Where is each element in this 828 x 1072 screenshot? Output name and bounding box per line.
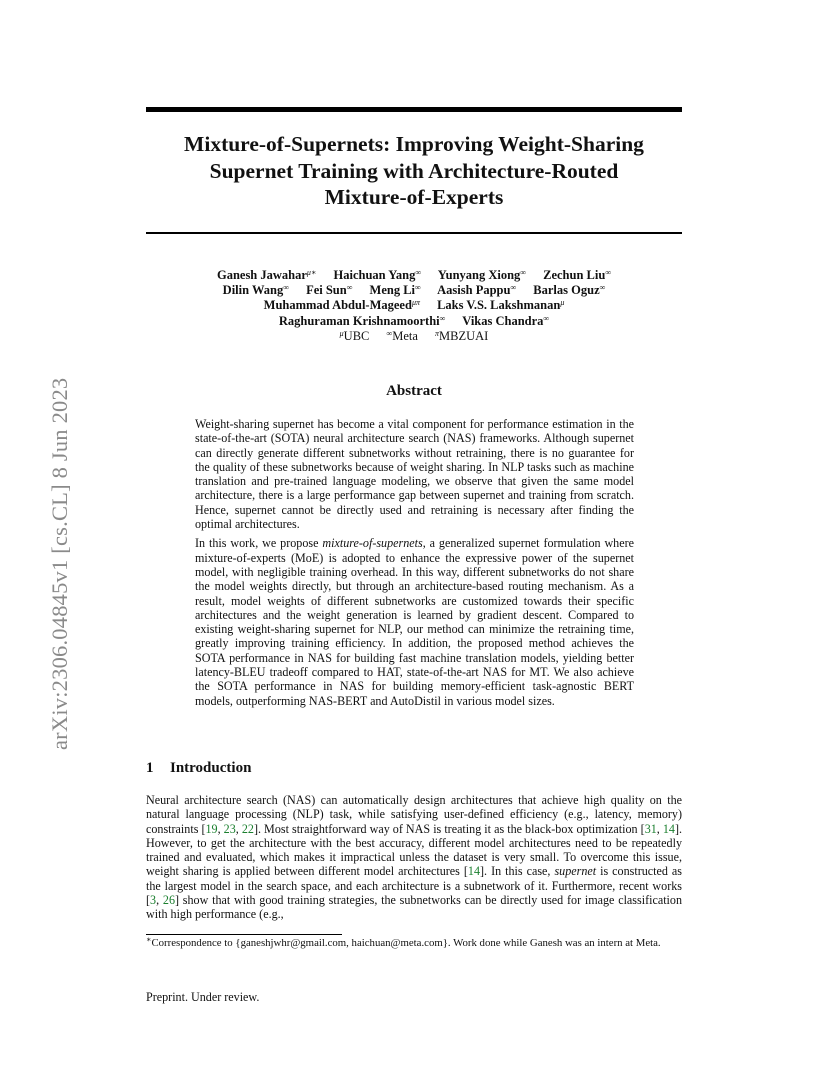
title-bottom-rule	[146, 232, 682, 234]
footnote	[146, 937, 682, 951]
section-title: Introduction	[170, 760, 252, 776]
author-affiliation-mark: μπ	[411, 298, 420, 308]
author-affiliation-mark: ∞	[415, 268, 422, 277]
arxiv-identifier-stamp: arXiv:2306.04845v1 [cs.CL] 8 Jun 2023	[47, 377, 72, 750]
footnote-rule	[146, 934, 342, 935]
body-text: ,	[217, 821, 224, 836]
abstract-paragraph	[195, 536, 634, 708]
author-name: Barlas Oguz	[533, 283, 600, 298]
body-text: ,	[156, 893, 163, 908]
author-name: Dilin Wang	[222, 283, 284, 298]
affiliation-mark: μ	[339, 328, 344, 338]
author-line	[146, 314, 682, 329]
citation-link[interactable]: 14	[662, 821, 675, 836]
body-text: ]. However, to get the architecture with the best accuracy, different model architectures need to be repeatedly trained and evaluated, which makes it impractical unless the dataset is very small. To overcome this issue, weight sharing is applied between different model architectures [	[146, 821, 683, 879]
author-affiliation-mark: ∞	[520, 268, 526, 277]
author-affiliation-mark: ∞	[543, 313, 550, 323]
author-affiliation-mark: ∞	[599, 283, 606, 293]
citation-link[interactable]: 3	[150, 893, 157, 908]
abstract-text: , a generalized supernet formulation where mixture-of-experts (MoE) is adopted to enhance the expressive power of the supernet model, with negligible training overhead. In this way, different subnetworks do not share the model weights directly, but through an architecture-based routing mechanism. As a result, model weights of different subnetworks are customized towards their specific architectures and the weight generation is learned by gradient descent. Compared to existing weight-sharing supernet for NLP, our method can minimize the retraining time, greatly improving training efficiency. In addition, the proposed method achieves the SOTA performance in NAS for building fast machine translation models, yielding better latency-BLEU tradeoff compared to HAT, state-of-the-art NAS for MT. We also achieve the SOTA performance in NAS for building memory-efficient task-agnostic BERT models, outperforming NAS-BERT and AutoDistil in various model sizes.	[195, 536, 634, 708]
author-name: Ganesh Jawahar	[216, 268, 307, 282]
title-line: Mixture-of-Supernets: Improving Weight-Sharing	[184, 132, 644, 156]
author-affiliation-mark: μ∗	[306, 268, 317, 277]
affiliation-name: Meta	[392, 328, 418, 343]
body-text: ] show that with good training strategies, the subnetworks can be directly used for image classification with high performance (e.g.,	[146, 893, 683, 922]
abstract-body	[195, 417, 634, 713]
abstract-paragraph: Weight-sharing supernet has become a vital component for performance estimation in the state-of-the-art (SOTA) neural architecture search (NAS) frameworks. Although supernet can directly generate different subnetworks without retraining, there is no guarantee for the quality of these subnetworks because of weight sharing. In NLP tasks such as machine translation and pre-trained language modeling, we observe that given the same model architecture, there is a large performance gap between supernet and training from scratch. Hence, supernet cannot be directly used and retraining is necessary after finding the optimal architectures.	[195, 417, 634, 532]
affiliation-name: MBZUAI	[439, 328, 489, 343]
section-heading	[146, 760, 251, 777]
author-name: Vikas Chandra	[462, 313, 544, 328]
author-name: Fei Sun	[306, 283, 347, 298]
body-text: ,	[656, 821, 663, 836]
title-top-rule	[146, 107, 682, 112]
body-text: ]. Most straightforward way of NAS is treating it as the black-box optimization [	[253, 821, 645, 836]
affiliation-mark: ∞	[386, 328, 393, 338]
author-affiliation-mark: ∞	[439, 313, 446, 323]
introduction-paragraph	[146, 793, 682, 922]
abstract-heading: Abstract	[386, 383, 442, 399]
author-affiliation-mark: ∞	[415, 283, 421, 293]
section-number: 1	[146, 760, 154, 776]
body-text: ]. In this case,	[480, 864, 555, 879]
author-name: Muhammad Abdul-Mageed	[263, 298, 412, 313]
author-affiliation-mark: μ	[560, 298, 565, 308]
paper-title	[146, 131, 682, 211]
citation-link[interactable]: 31	[644, 821, 657, 836]
citation-link[interactable]: 19	[205, 821, 218, 836]
author-line	[146, 298, 682, 313]
citation-link[interactable]: 22	[241, 821, 254, 836]
author-name: Meng Li	[369, 283, 416, 298]
author-line	[146, 268, 682, 283]
title-line: Mixture-of-Experts	[324, 185, 504, 209]
body-text: is constructed as the largest model in the search space, and each architecture is a subnetwork of it. Furthermore, recent works [	[146, 864, 682, 908]
author-name: Yunyang Xiong	[437, 268, 521, 282]
author-affiliation-mark: ∞	[510, 283, 517, 293]
author-affiliation-mark: ∞	[605, 268, 612, 277]
title-line: Supernet Training with Architecture-Routed	[209, 158, 619, 183]
author-name: Haichuan Yang	[333, 268, 416, 282]
author-name: Zechun Liu	[543, 268, 606, 282]
footnote-text: Correspondence to {ganeshjwhr@gmail.com, haichuan@meta.com}. Work done while Ganesh was an intern at Meta.	[151, 937, 661, 949]
affiliation-name: UBC	[343, 328, 370, 343]
author-affiliation-mark: ∞	[283, 283, 289, 293]
citation-link[interactable]: 14	[467, 864, 481, 879]
body-text: Neural architecture search (NAS) can automatically design architectures that achieve high quality on the natural language processing (NLP) task, while satisfying user-defined efficiency (e.g., latency, memory) constraints [	[146, 793, 682, 836]
citation-link[interactable]: 26	[162, 893, 175, 908]
body-text: ,	[235, 821, 242, 836]
abstract-text: In this work, we propose	[195, 536, 323, 551]
author-name: Laks V.S. Lakshmanan	[437, 298, 561, 313]
footnote-mark: ∗	[146, 935, 152, 944]
author-name: Aasish Pappu	[437, 283, 511, 298]
author-line	[146, 283, 682, 298]
author-affiliation-mark: ∞	[346, 283, 353, 293]
abstract-emphasis: mixture-of-supernets	[322, 536, 423, 551]
citation-link[interactable]: 23	[223, 821, 236, 836]
body-emphasis: supernet	[554, 864, 597, 879]
affiliation-mark: π	[435, 328, 440, 338]
author-name: Raghuraman Krishnamoorthi	[278, 313, 440, 328]
affiliation-line	[146, 329, 682, 344]
author-block	[146, 268, 682, 344]
preprint-note: Preprint. Under review.	[146, 990, 260, 1004]
body-paragraph	[146, 793, 682, 922]
